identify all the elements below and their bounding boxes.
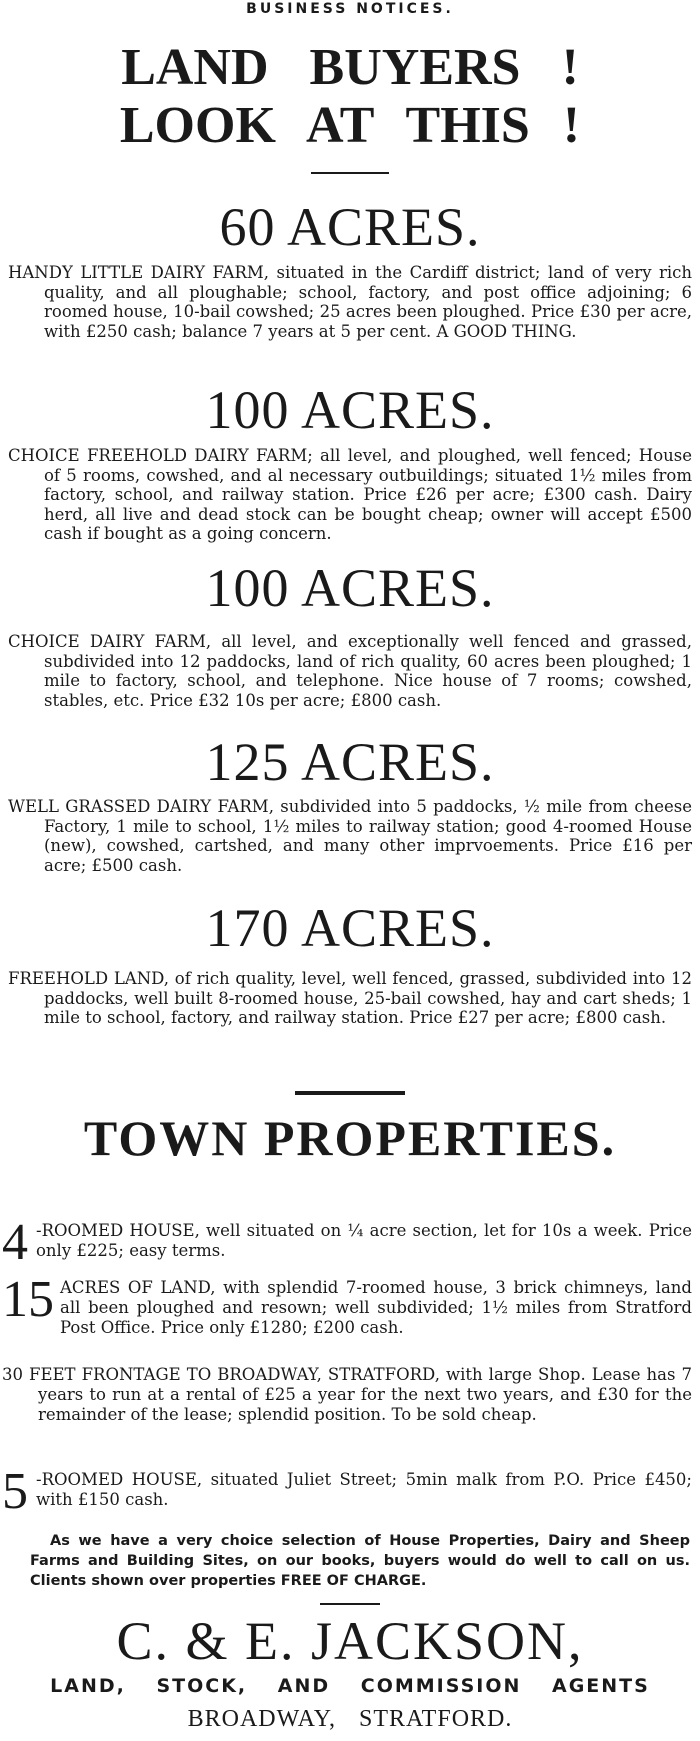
farm-listing-body: situated in the Cardiff district; land of very rich quality, and all ploughable; school, factory, and post office adjoining; 6 roomed house, 10-bail cowshed; 25 acres been ploughed. Price £30 per acre, with £250 cash; balance 7 years at 5 per cent. A GOOD THING. [44, 263, 693, 341]
farm-heading: 125 ACRES. [205, 732, 495, 792]
section-header: BUSINESS NOTICES. [246, 1, 454, 17]
farm-heading: 170 ACRES. [205, 898, 495, 958]
listing-body: with large Shop. Lease has 7 years to run at a rental of £25 a year for the next two years, and £30 for the remainder of the lease; splendid position. To be sold cheap. [38, 1365, 692, 1424]
farm-listing [8, 446, 692, 544]
listing-lead-numeral: 15 [2, 1271, 54, 1328]
farm-heading: 100 ACRES. [205, 558, 495, 618]
farm-listing-body: all level, and exceptionally well fenced and grassed, subdivided into 12 paddocks, land of rich quality, 60 acres been ploughed; 1 mile to factory, school, and telephone. Nice house of 7 rooms; cowshed, stables, etc. Price £32 10s per acre; £800 cash. [44, 632, 692, 710]
farm-listing-body: subdivided into 5 paddocks, ½ mile from cheese Factory, 1 mile to school, 1½ miles to railway station; good 4-roomed House (new), cowshed, cartshed, and many other imprvoements. Price £16 per acre; £500 cash. [44, 797, 693, 875]
town-listing [0, 1463, 700, 1520]
town-listing [0, 1214, 700, 1271]
town-properties-heading: TOWN PROPERTIES. [83, 1110, 617, 1166]
headline-line-1: LAND BUYERS ! [121, 39, 579, 96]
divider [320, 1603, 380, 1605]
farm-heading: 100 ACRES. [205, 380, 495, 440]
firm-name: C. & E. JACKSON, [116, 1611, 584, 1671]
farm-listing-lead: FREEHOLD LAND, [8, 969, 170, 988]
listing-lead: 30 FEET FRONTAGE TO BROADWAY, STRATFORD, [2, 1365, 440, 1384]
listing-lead: ACRES OF LAND, [60, 1278, 216, 1297]
closing-notice: As we have a very choice selection of House Properties, Dairy and Sheep Farms and Building Sites, on our books, buyers would do well to call on us. Clients shown over properties FREE OF CHARGE. [30, 1533, 690, 1589]
town-listing [0, 1271, 700, 1340]
firm-agents: LAND, STOCK, AND COMMISSION AGENTS [50, 1675, 650, 1697]
farm-heading: 60 ACRES. [219, 197, 481, 257]
listing-body: with splendid 7-roomed house, 3 brick chimneys, land all been ploughed and resown; well subdivided; 1½ miles from Stratford Post Office. Price only £1280; £200 cash. [60, 1278, 692, 1337]
farm-listing [8, 632, 692, 710]
listing-lead-numeral: 5 [2, 1463, 28, 1520]
listing-body: well situated on ¼ acre section, let for 10s a week. Price only £225; easy terms. [36, 1221, 692, 1260]
listing-lead-numeral: 4 [2, 1214, 28, 1271]
farm-listing-body: all level, and ploughed, well fenced; House of 5 rooms, cowshed, and al necessary outbuildings; situated 1½ miles from factory, school, and railway station. Price £26 per acre; £300 cash. Dairy herd, all live and dead stock can be bought cheap; owner will accept £500 cash if bought as a going concern. [44, 446, 692, 544]
town-listing [0, 1365, 700, 1431]
farm-listing-lead: CHOICE DAIRY FARM, [8, 632, 212, 651]
farm-listing-lead: CHOICE FREEHOLD DAIRY FARM; [8, 446, 313, 465]
divider [311, 172, 389, 174]
farm-listing-lead: WELL GRASSED DAIRY FARM, [8, 797, 274, 816]
listing-body: situated Juliet Street; 5min malk from P.O. Price £450; with £150 cash. [36, 1470, 692, 1509]
listing-lead: -ROOMED HOUSE, [36, 1221, 200, 1240]
divider [295, 1091, 405, 1095]
headline-line-2: LOOK AT THIS ! [119, 97, 581, 154]
farm-listing [8, 969, 692, 1028]
listing-lead: -ROOMED HOUSE, [36, 1470, 203, 1489]
farm-listing [8, 797, 692, 875]
farm-listing-lead: HANDY LITTLE DAIRY FARM, [8, 263, 270, 282]
farm-listing [8, 263, 692, 341]
firm-address: BROADWAY, STRATFORD. [187, 1706, 513, 1732]
farm-listing-body: of rich quality, level, well fenced, grassed, subdivided into 12 paddocks, well built 8-roomed house, 25-bail cowshed, hay and cart sheds; 1 mile to school, factory, and railway station. Price £27 per acre; £800 cash. [44, 969, 692, 1028]
